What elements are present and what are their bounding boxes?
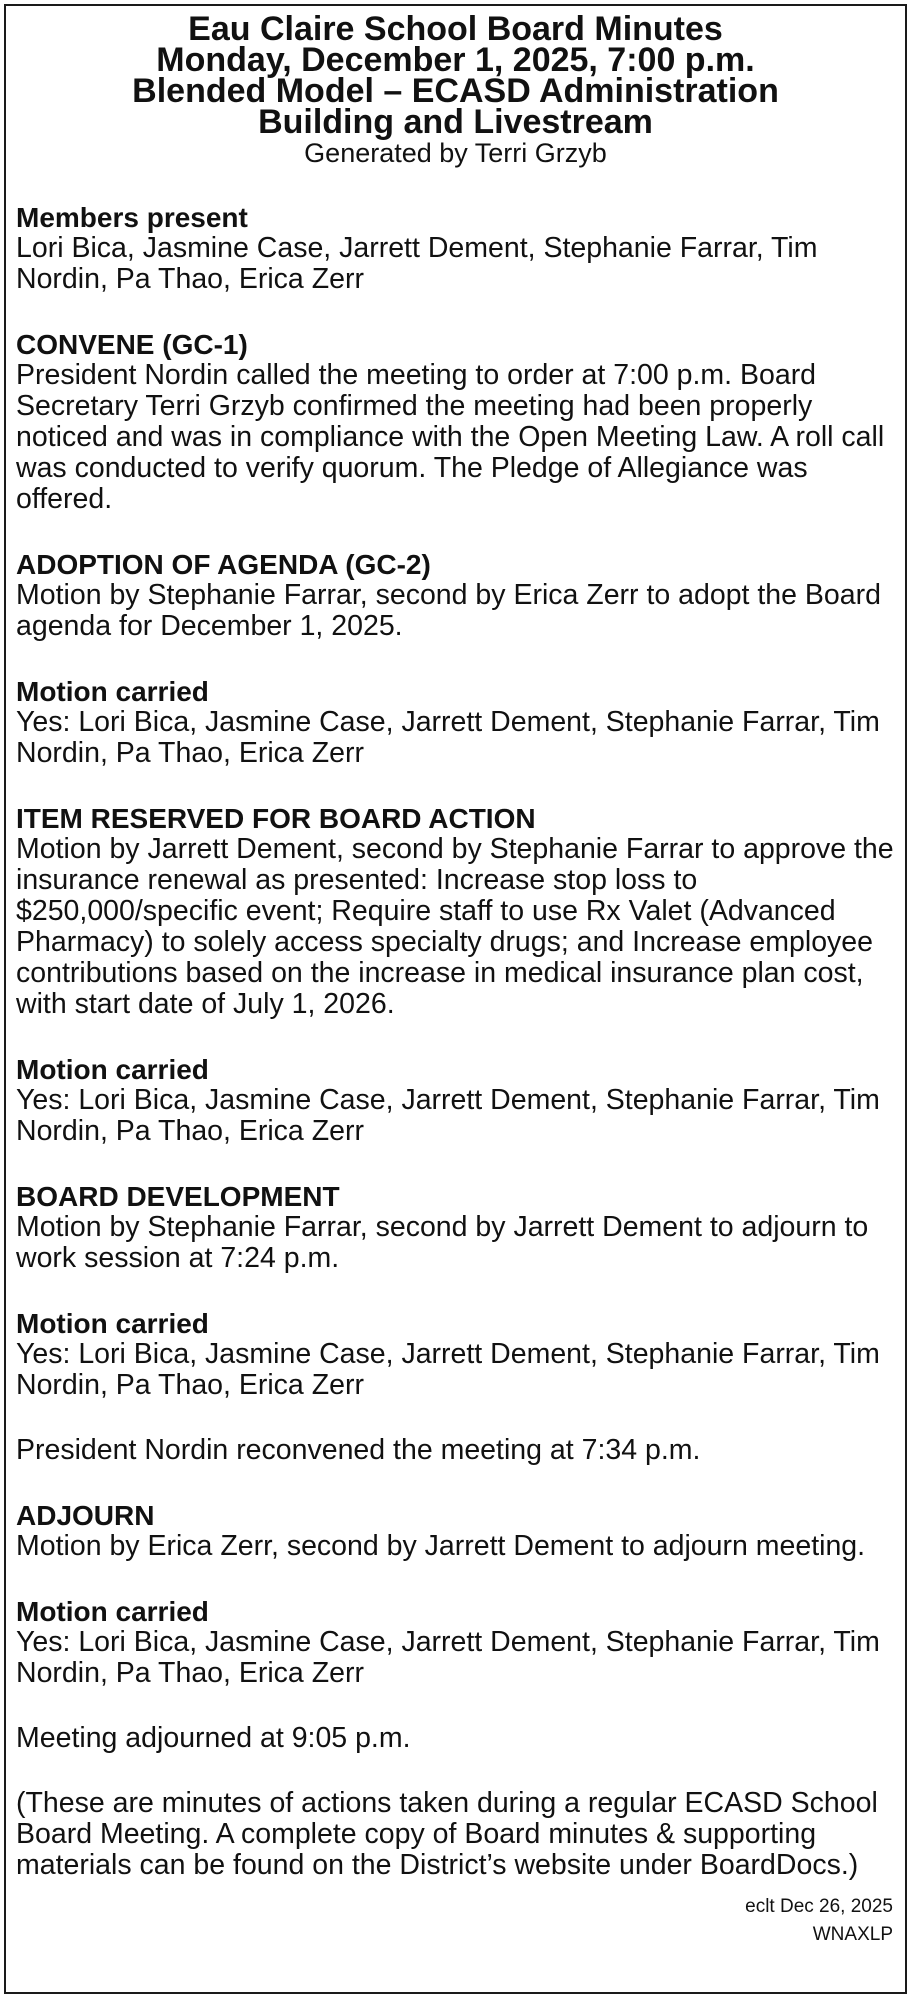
section-title: Members present: [16, 202, 248, 233]
publication-code: WNAXLP: [812, 1924, 893, 1945]
title-line: Monday, December 1, 2025, 7:00 p.m.: [156, 41, 755, 79]
section-motion-carried: [16, 1596, 895, 1689]
publication-footer: [16, 1893, 895, 1949]
section-title: Motion carried: [16, 1596, 209, 1627]
section-item-reserved: [16, 803, 895, 1020]
notice-heading: [16, 10, 895, 168]
section-motion-carried: [16, 1054, 895, 1147]
section-adoption-of-agenda: [16, 549, 895, 642]
title-line: Eau Claire School Board Minutes: [188, 10, 723, 48]
section-text: Yes: Lori Bica, Jasmine Case, Jarrett Dement, Stephanie Farrar, Tim Nordin, Pa Thao, Erica Zerr: [16, 1338, 880, 1401]
section-convene: [16, 329, 895, 515]
section-members-present: [16, 202, 895, 295]
section-text: President Nordin reconvened the meeting at 7:34 p.m.: [16, 1434, 701, 1466]
section-text: Yes: Lori Bica, Jasmine Case, Jarrett Dement, Stephanie Farrar, Tim Nordin, Pa Thao, Erica Zerr: [16, 1626, 880, 1689]
section-reconvened: [16, 1435, 895, 1466]
section-disclaimer: [16, 1788, 895, 1881]
section-text: Meeting adjourned at 9:05 p.m.: [16, 1722, 411, 1754]
section-title: Motion carried: [16, 1054, 209, 1085]
section-text: Motion by Jarrett Dement, second by Stephanie Farrar to approve the insurance renewal as presented: Increase stop loss to $250,000/specific event; Require staff to use Rx Valet (Advanced Pharmacy) to solely access specialty drugs; and Increase employee contributions based on the increase in medical insurance plan cost, with start date of July 1, 2026.: [16, 833, 894, 1020]
section-title: ITEM RESERVED FOR BOARD ACTION: [16, 803, 536, 834]
notice-frame: [4, 4, 907, 1994]
section-title: ADJOURN: [16, 1500, 155, 1531]
section-text: Motion by Stephanie Farrar, second by Jarrett Dement to adjourn to work session at 7:24 p.m.: [16, 1211, 869, 1274]
section-motion-carried: [16, 1308, 895, 1401]
section-adjourn: [16, 1500, 895, 1562]
section-text: Yes: Lori Bica, Jasmine Case, Jarrett Dement, Stephanie Farrar, Tim Nordin, Pa Thao, Erica Zerr: [16, 1084, 880, 1147]
section-title: ADOPTION OF AGENDA (GC-2): [16, 549, 431, 580]
section-title: BOARD DEVELOPMENT: [16, 1181, 340, 1212]
publication-date: eclt Dec 26, 2025: [745, 1896, 893, 1917]
section-text: President Nordin called the meeting to order at 7:00 p.m. Board Secretary Terri Grzyb confirmed the meeting had been properly noticed and was in compliance with the Open Meeting Law. A roll call was conducted to verify quorum. The Pledge of Allegiance was offered.: [16, 359, 885, 515]
section-meeting-adjourned: [16, 1723, 895, 1754]
section-text: Motion by Erica Zerr, second by Jarrett Dement to adjourn meeting.: [16, 1530, 866, 1562]
section-text: Yes: Lori Bica, Jasmine Case, Jarrett Dement, Stephanie Farrar, Tim Nordin, Pa Thao, Erica Zerr: [16, 706, 880, 769]
title-line: Building and Livestream: [258, 103, 653, 141]
section-title: Motion carried: [16, 676, 209, 707]
section-text: (These are minutes of actions taken during a regular ECASD School Board Meeting. A complete copy of Board minutes & supporting materials can be found on the District’s website under BoardDocs.): [16, 1787, 878, 1881]
section-title: CONVENE (GC-1): [16, 329, 248, 360]
section-motion-carried: [16, 676, 895, 769]
title-line: Blended Model – ECASD Administration: [132, 72, 779, 110]
section-text: Lori Bica, Jasmine Case, Jarrett Dement, Stephanie Farrar, Tim Nordin, Pa Thao, Erica Zerr: [16, 232, 818, 295]
section-text: Motion by Stephanie Farrar, second by Erica Zerr to adopt the Board agenda for December 1, 2025.: [16, 579, 881, 642]
notice-content: [6, 6, 905, 1949]
generated-by: Generated by Terri Grzyb: [304, 138, 607, 168]
section-title: Motion carried: [16, 1308, 209, 1339]
section-board-development: [16, 1181, 895, 1274]
